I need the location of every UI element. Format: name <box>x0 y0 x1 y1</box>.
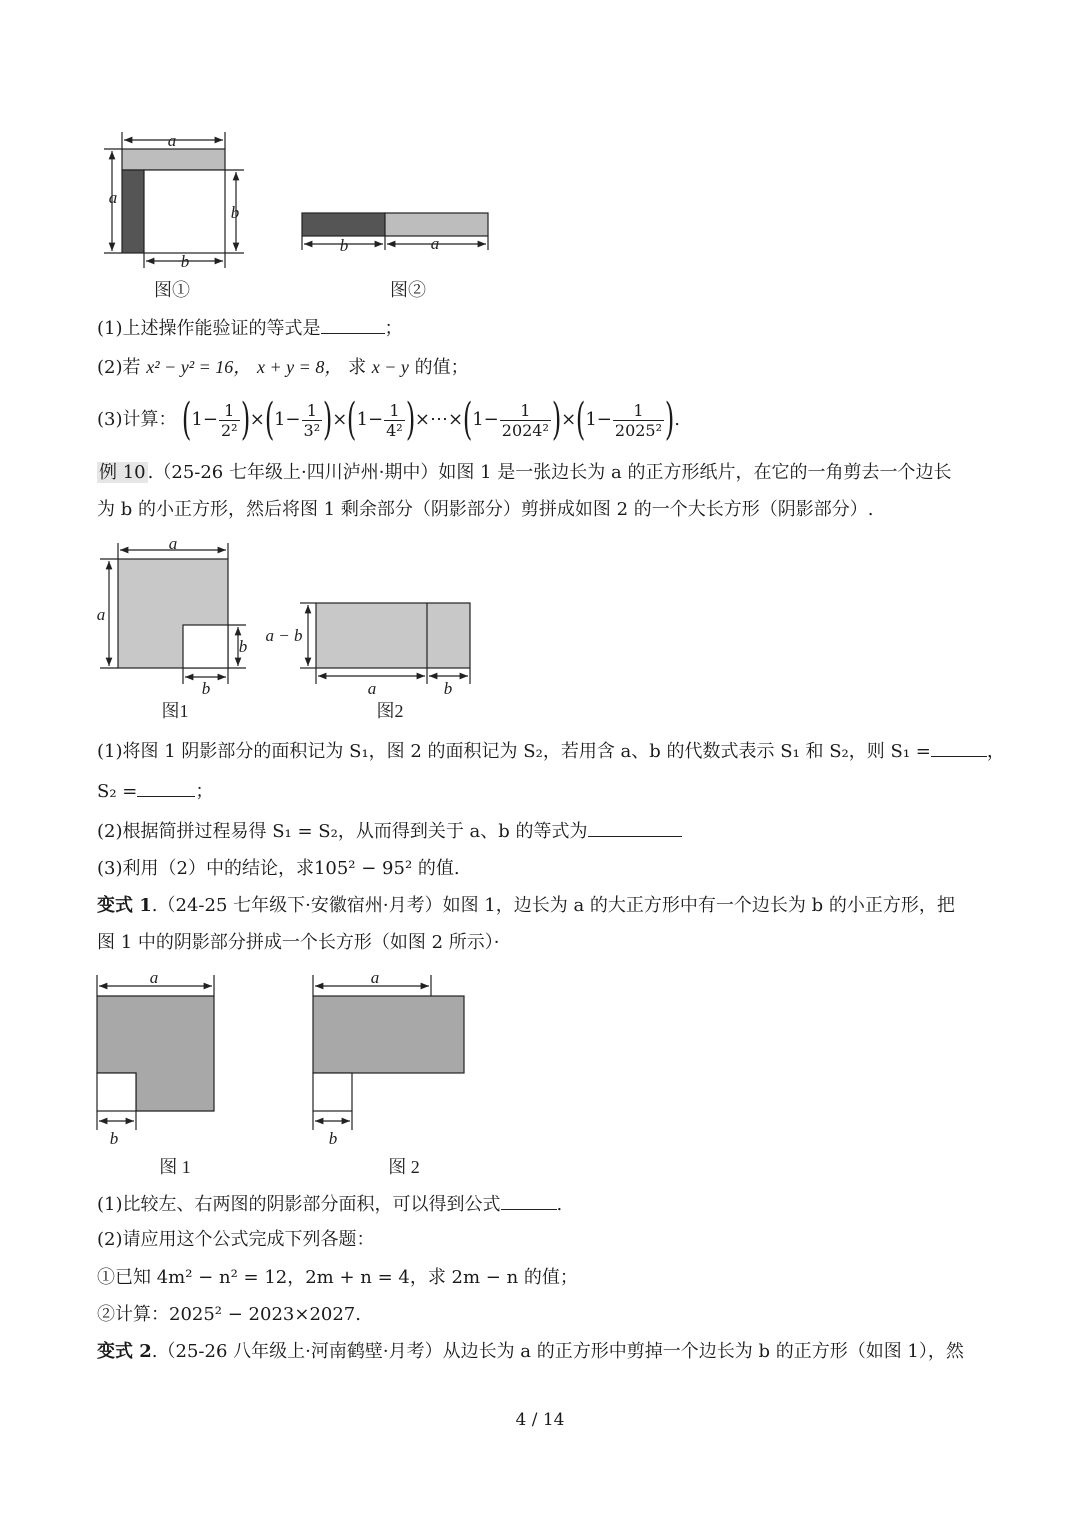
figure-top-1 <box>104 132 244 268</box>
var1-part2b <box>97 1302 361 1328</box>
var2-line1 <box>97 1339 964 1365</box>
q1-part2-expr: x − y <box>371 357 409 377</box>
fig2-label-a: a <box>430 234 440 253</box>
ex10-part3 <box>97 856 460 882</box>
var1-fig1-label-a: a <box>149 968 159 987</box>
var1-line2-text: 图 1 中的阴影部分拼成一个长方形（如图 2 所示）· <box>97 932 500 953</box>
ex10-fig2-label-a-minus-b: a − b <box>265 626 303 645</box>
var1-part2 <box>97 1227 375 1253</box>
fig2-caption: 图② <box>390 280 426 300</box>
q1-part3-dots: ×⋯× <box>414 409 464 430</box>
q1-frac-5: $\frac{1}{\text{2025²}}$ <box>614 400 663 440</box>
fig2-light-part <box>385 213 488 236</box>
q1-part3-one-5: 1− <box>585 409 612 430</box>
ex10-line2-text: 为 b 的小正方形，然后将图 1 剩余部分（阴影部分）剪拼成如图 2 的一个大长方形（阴影部分）. <box>97 499 874 520</box>
var1-part1-text: (1)比较左、右两图的阴影部分面积，可以得到公式 <box>97 1194 501 1215</box>
ex10-fig1-cutout <box>183 625 228 668</box>
ex10-fig1-label-b-right: b <box>238 637 248 656</box>
fig2-dark-part <box>302 213 385 236</box>
q1-part2-text: (2)若 <box>97 357 141 378</box>
figure-top-2 <box>302 213 488 250</box>
q1-part3-text: (3)计算： <box>97 409 177 430</box>
fig1-caption: 图① <box>154 280 190 300</box>
var1-fig2-small-square <box>313 1073 352 1111</box>
var1-part1-blank <box>501 1191 557 1210</box>
ex10-part1-text: (1)将图 1 阴影部分的面积记为 S₁，图 2 的面积记为 S₂，若用含 a、b 的代数式表示 S₁ 和 S₂，则 S₁ = <box>97 741 931 762</box>
q1-part3-one-1: 1− <box>191 409 218 430</box>
var1-fig2-label-a: a <box>370 968 380 987</box>
ex10-fig2-label-a: a <box>367 679 377 698</box>
q1-part3-one-4: 1− <box>472 409 499 430</box>
fig1-label-b-right: b <box>230 203 240 222</box>
ex10-part1-end: ； <box>195 781 214 802</box>
ex10-part1 <box>97 738 1005 765</box>
ex10-part2 <box>97 818 682 845</box>
ex10-line2 <box>97 497 873 523</box>
ex10-figure-2 <box>300 603 470 684</box>
ex10-line1-text: .（25-26 七年级上·四川泸州·期中）如图 1 是一张边长为 a 的正方形纸片，在它的一角剪去一个边长 <box>147 462 952 483</box>
fig2-label-b: b <box>339 236 349 255</box>
ex10-figure-1 <box>100 543 246 684</box>
q1-part3-one-2: 1− <box>273 409 301 430</box>
var1-tag: 变式 1 <box>97 895 152 916</box>
fig1-label-a-left: a <box>108 188 118 207</box>
ex10-fig1-label-b-bottom: b <box>201 679 211 698</box>
var1-part2a <box>97 1265 578 1291</box>
ex10-part3-text: (3)利用（2）中的结论，求105² − 95² 的值. <box>97 858 460 879</box>
ex10-fig2-caption: 图2 <box>376 701 404 721</box>
var1-part2a-text: ①已知 4m² − n² = 12，2m + n = 4，求 2m − n 的值； <box>97 1267 578 1288</box>
q1-part2-eq1: x² − y² = 16， <box>146 357 252 377</box>
var1-fig2-label-b: b <box>328 1129 338 1148</box>
var1-figure-1 <box>97 975 214 1130</box>
q1-frac-4: $\frac{1}{\text{2024²}}$ <box>501 400 549 440</box>
ex10-tag: 例 10 <box>99 462 146 483</box>
var1-line1 <box>97 893 955 919</box>
q1-part1 <box>97 315 403 342</box>
var1-fig1-caption: 图 1 <box>159 1157 191 1177</box>
var1-part2-text: (2)请应用这个公式完成下列各题： <box>97 1229 375 1250</box>
q1-part2-ask: 求 <box>348 357 367 378</box>
fig1-square <box>144 170 225 253</box>
var1-fig1-label-b: b <box>109 1129 119 1148</box>
q1-part3-end: . <box>674 409 680 430</box>
ex10-part1-comma: ， <box>986 741 1005 762</box>
ex10-fig2-label-b: b <box>443 679 453 698</box>
fig1-label-a-top: a <box>167 131 177 150</box>
q1-frac-3: $\frac{1}{\text{4²}}$ <box>386 400 403 440</box>
ex10-part1-cont <box>97 778 213 805</box>
ex10-part1-blank-s2 <box>137 778 195 797</box>
ex10-part1-blank-s1 <box>931 738 987 757</box>
ex10-part1-s2: S₂ = <box>97 781 138 802</box>
ex10-fig1-label-a-left: a <box>96 605 106 624</box>
ex10-part2-blank <box>588 818 682 837</box>
fig1-left-strip <box>122 170 144 253</box>
fig1-label-b-bottom: b <box>180 252 190 271</box>
var1-part1 <box>97 1191 562 1218</box>
q1-part1-blank <box>321 315 385 334</box>
page-number: 4 / 14 <box>515 1410 565 1430</box>
ex10-fig2-rect <box>316 603 470 668</box>
q1-part2 <box>97 354 469 381</box>
q1-frac-1: $\frac{1}{\text{2²}}$ <box>220 400 238 440</box>
q1-frac-2: $\frac{1}{\text{3²}}$ <box>303 400 321 440</box>
q1-part1-end: ； <box>384 318 403 339</box>
var1-part1-end: . <box>556 1194 563 1215</box>
var2-tag: 变式 2 <box>97 1341 152 1362</box>
ex10-fig1-label-a-top: a <box>168 534 178 553</box>
q1-part2-end: 的值； <box>414 357 469 378</box>
q1-part3: (3)计算： (1− $\frac{1}{\text{2²}}$ )×(1− $\frac{1}{\text{3²}}$ )×(1− $\frac{1}{\text{4²}}$ )×⋯×(1− $\frac{1}{\text{2024²}}$ )×(1− $\frac{1}{\text{2025²}}$ ). <box>97 394 680 445</box>
ex10-part2-text: (2)根据简拼过程易得 S₁ = S₂，从而得到关于 a、b 的等式为 <box>97 821 588 842</box>
q1-part3-one-3: 1− <box>356 409 384 430</box>
fig1-top-strip <box>122 149 225 170</box>
var1-line1-text: .（24-25 七年级下·安徽宿州·月考）如图 1，边长为 a 的大正方形中有一个边长为 b 的小正方形，把 <box>151 895 955 916</box>
var1-line2 <box>97 930 500 956</box>
ex10-fig1-caption: 图1 <box>161 701 189 721</box>
q1-part1-text: (1)上述操作能验证的等式是 <box>97 318 321 339</box>
var1-part2b-text: ②计算：2025² − 2023×2027. <box>97 1304 361 1325</box>
var1-fig2-rect <box>313 996 464 1073</box>
var1-fig2-caption: 图 2 <box>388 1157 420 1177</box>
q1-part2-eq2: x + y = 8， <box>257 357 343 377</box>
var1-figure-2 <box>313 975 464 1130</box>
ex10-line1 <box>97 460 951 486</box>
var1-fig1-cutout <box>97 1073 136 1111</box>
var2-line1-text: .（25-26 八年级上·河南鹤壁·月考）从边长为 a 的正方形中剪掉一个边长为 b 的正方形（如图 1），然 <box>151 1341 964 1362</box>
